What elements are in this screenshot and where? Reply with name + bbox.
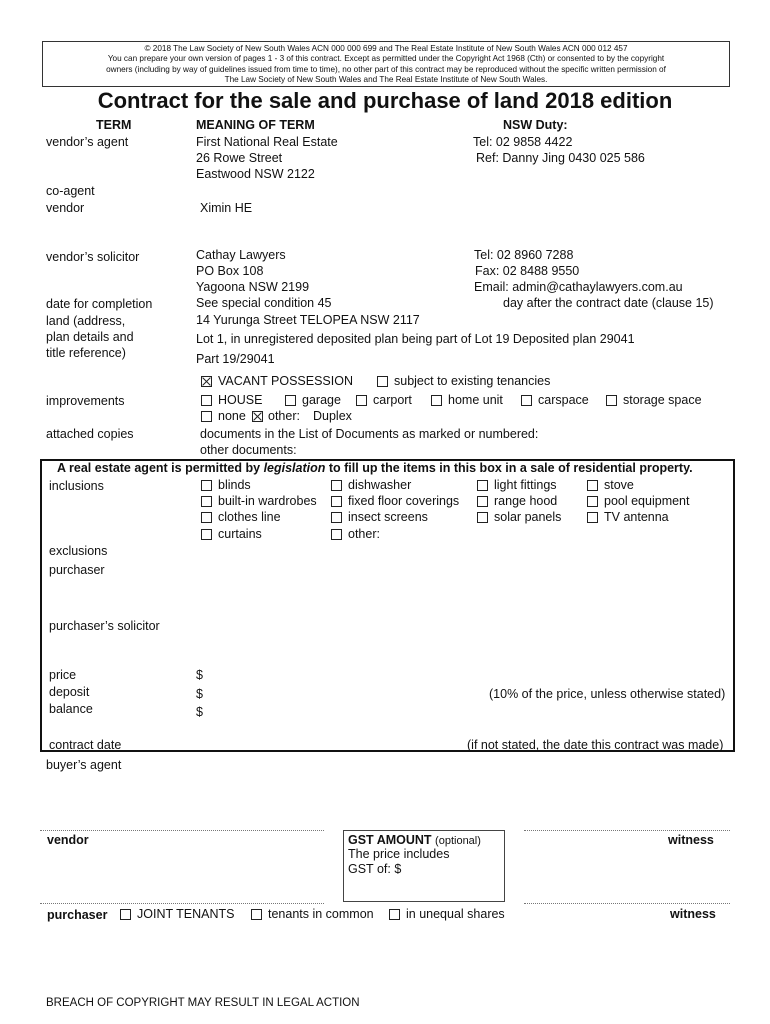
joint-tenants-checkbox[interactable] — [120, 909, 131, 920]
vendor-signature-line[interactable] — [40, 830, 324, 831]
gst-line-2[interactable]: GST of: $ — [348, 862, 402, 876]
other-improvement-checkbox[interactable] — [252, 411, 263, 422]
deposit-note: (10% of the price, unless otherwise stated) — [489, 687, 726, 701]
completion-label: date for completion — [46, 297, 153, 311]
gst-line-1: The price includes — [348, 847, 450, 861]
insect-screens-checkbox[interactable] — [331, 512, 342, 523]
gst-optional: (optional) — [435, 835, 481, 847]
balance-dollar[interactable]: $ — [196, 705, 203, 719]
home-unit-label: home unit — [448, 393, 503, 407]
dishwasher-label: dishwasher — [348, 478, 412, 492]
agent-box-heading-post: to fill up the items in this box in a sale of residential property. — [325, 461, 693, 475]
vendors-agent-ref[interactable]: Ref: Danny Jing 0430 025 586 — [476, 151, 645, 165]
gst-title-bold: GST AMOUNT — [348, 833, 432, 847]
contract-date-label: contract date — [49, 738, 122, 752]
stove-label: stove — [604, 478, 634, 492]
land-label-1: land (address, — [46, 314, 126, 328]
joint-tenants-label: JOINT TENANTS — [137, 907, 235, 921]
copyright-line-4: The Law Society of New South Wales and The Real Estate Institute of New South Wales. — [224, 74, 548, 84]
none-checkbox[interactable] — [201, 411, 212, 422]
vendors-agent-name[interactable]: First National Real Estate — [196, 135, 338, 149]
attached-copies-label: attached copies — [46, 427, 134, 441]
improvements-label: improvements — [46, 394, 125, 408]
garage-checkbox[interactable] — [285, 395, 296, 406]
agent-box-heading-em: legislation — [263, 461, 326, 475]
clothes-line-checkbox[interactable] — [201, 512, 212, 523]
vendors-agent-street[interactable]: 26 Rowe Street — [196, 151, 283, 165]
witness-signature-line-2[interactable] — [524, 903, 730, 904]
pool-equipment-checkbox[interactable] — [587, 496, 598, 507]
other-improvement-label: other: — [268, 409, 300, 423]
stove-checkbox[interactable] — [587, 480, 598, 491]
range-hood-label: range hood — [494, 494, 558, 508]
floor-coverings-label: fixed floor coverings — [348, 494, 460, 508]
carspace-label: carspace — [538, 393, 589, 407]
floor-coverings-checkbox[interactable] — [331, 496, 342, 507]
other-inclusion-checkbox[interactable] — [331, 529, 342, 540]
house-checkbox[interactable] — [201, 395, 212, 406]
wardrobes-checkbox[interactable] — [201, 496, 212, 507]
witness-label-2: witness — [670, 907, 716, 921]
pool-equipment-label: pool equipment — [604, 494, 690, 508]
solicitor-tel[interactable]: Tel: 02 8960 7288 — [474, 248, 574, 262]
house-label: HOUSE — [218, 393, 263, 407]
tv-antenna-checkbox[interactable] — [587, 512, 598, 523]
vendors-agent-label: vendor’s agent — [46, 135, 129, 149]
contract-date-note: (if not stated, the date this contract was made) — [467, 738, 724, 752]
completion-value[interactable]: See special condition 45 — [196, 296, 332, 310]
none-label: none — [218, 409, 246, 423]
existing-tenancies-checkbox[interactable] — [377, 376, 388, 387]
existing-tenancies-label: subject to existing tenancies — [394, 374, 551, 388]
solicitor-email[interactable]: Email: admin@cathaylawyers.com.au — [474, 280, 683, 294]
footer-warning: BREACH OF COPYRIGHT MAY RESULT IN LEGAL ACTION — [46, 997, 360, 1009]
garage-label: garage — [302, 393, 341, 407]
other-inclusion-label: other: — [348, 527, 380, 541]
solicitor-fax[interactable]: Fax: 02 8488 9550 — [475, 264, 580, 278]
carport-checkbox[interactable] — [356, 395, 367, 406]
deposit-dollar[interactable]: $ — [196, 687, 203, 701]
purchaser-label: purchaser — [49, 563, 105, 577]
witness-signature-line-1[interactable] — [524, 830, 730, 831]
copyright-line-2: You can prepare your own version of pages 1 - 3 of this contract. Except as permitted under the Copyright Act 1968 (Cth) or consented to by the copyright — [107, 54, 665, 64]
tv-antenna-label: TV antenna — [604, 510, 669, 524]
purchasers-solicitor-label: purchaser’s solicitor — [49, 619, 160, 633]
completion-suffix: day after the contract date (clause 15) — [503, 296, 714, 310]
home-unit-checkbox[interactable] — [431, 395, 442, 406]
vendors-agent-suburb[interactable]: Eastwood NSW 2122 — [196, 167, 315, 181]
dishwasher-checkbox[interactable] — [331, 480, 342, 491]
price-dollar[interactable]: $ — [196, 668, 203, 682]
carport-label: carport — [373, 393, 412, 407]
storage-space-label: storage space — [623, 393, 702, 407]
solicitor-po-box[interactable]: PO Box 108 — [196, 264, 264, 278]
purchaser-signature-line[interactable] — [40, 903, 324, 904]
vendor-name[interactable]: Ximin HE — [200, 201, 253, 215]
other-documents-text: other documents: — [200, 443, 297, 457]
copyright-line-3: owners (including by way of guidelines issued from time to time), no other part of this contract may be reproduced without the specific written permission of — [106, 64, 666, 74]
term-header: TERM — [96, 118, 132, 132]
solicitor-firm[interactable]: Cathay Lawyers — [196, 248, 286, 262]
land-address[interactable]: 14 Yurunga Street TELOPEA NSW 2117 — [196, 313, 420, 327]
unequal-shares-checkbox[interactable] — [389, 909, 400, 920]
vendor-label: vendor — [46, 201, 85, 215]
curtains-checkbox[interactable] — [201, 529, 212, 540]
blinds-label: blinds — [218, 478, 251, 492]
land-plan[interactable]: Lot 1, in unregistered deposited plan being part of Lot 19 Deposited plan 29041 — [196, 332, 635, 346]
range-hood-checkbox[interactable] — [477, 496, 488, 507]
solicitor-suburb[interactable]: Yagoona NSW 2199 — [196, 280, 310, 294]
co-agent-label: co-agent — [46, 184, 95, 198]
storage-space-checkbox[interactable] — [606, 395, 617, 406]
curtains-label: curtains — [218, 527, 262, 541]
solar-panels-label: solar panels — [494, 510, 562, 524]
tenants-in-common-checkbox[interactable] — [251, 909, 262, 920]
balance-label: balance — [49, 702, 93, 716]
solar-panels-checkbox[interactable] — [477, 512, 488, 523]
inclusions-label: inclusions — [49, 479, 104, 493]
carspace-checkbox[interactable] — [521, 395, 532, 406]
tenants-in-common-label: tenants in common — [268, 907, 374, 921]
other-improvement-value[interactable]: Duplex — [313, 409, 352, 423]
exclusions-label: exclusions — [49, 544, 108, 558]
unequal-shares-label: in unequal shares — [406, 907, 505, 921]
gst-title — [348, 833, 481, 847]
land-label-3: title reference) — [46, 346, 126, 360]
vendors-agent-tel[interactable]: Tel: 02 9858 4422 — [473, 135, 573, 149]
vacant-possession-label: VACANT POSSESSION — [218, 374, 353, 388]
land-label-2: plan details and — [46, 330, 134, 344]
vacant-possession-checkbox[interactable] — [201, 376, 212, 387]
light-fittings-label: light fittings — [494, 478, 557, 492]
deposit-label: deposit — [49, 685, 90, 699]
clothes-line-label: clothes line — [218, 510, 281, 524]
land-title-reference[interactable]: Part 19/29041 — [196, 352, 275, 366]
nsw-duty-header: NSW Duty: — [503, 118, 568, 132]
light-fittings-checkbox[interactable] — [477, 480, 488, 491]
witness-label-1: witness — [668, 833, 714, 847]
document-title: Contract for the sale and purchase of land 2018 edition — [97, 88, 673, 113]
agent-box-heading — [57, 461, 693, 475]
agent-box-heading-pre: A real estate agent is permitted by — [57, 461, 264, 475]
price-label: price — [49, 668, 77, 682]
wardrobes-label: built-in wardrobes — [218, 494, 317, 508]
copyright-notice — [42, 41, 730, 87]
copyright-line-1: © 2018 The Law Society of New South Wales ACN 000 000 699 and The Real Estate Institute of New South Wales ACN 000 012 457 — [144, 44, 628, 53]
vendor-signature-label: vendor — [47, 833, 89, 847]
buyers-agent-label: buyer’s agent — [46, 758, 122, 772]
vendors-solicitor-label: vendor’s solicitor — [46, 250, 140, 264]
purchaser-signature-label: purchaser — [47, 908, 108, 922]
list-of-documents-text: documents in the List of Documents as marked or numbered: — [200, 427, 539, 441]
meaning-header: MEANING OF TERM — [196, 118, 315, 132]
insect-screens-label: insect screens — [348, 510, 428, 524]
blinds-checkbox[interactable] — [201, 480, 212, 491]
